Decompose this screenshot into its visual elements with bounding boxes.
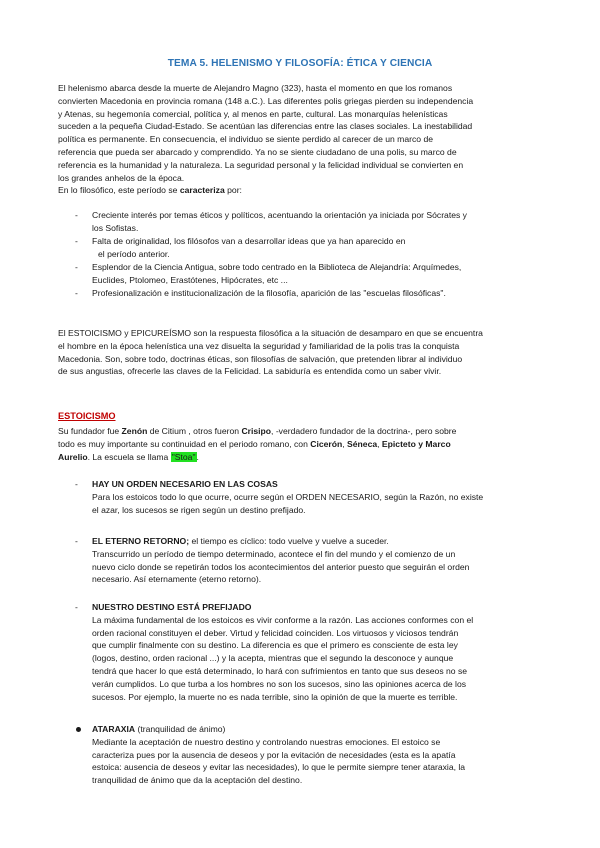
intro-paragraph [58,82,544,197]
doctrine-line: Transcurrido un período de tiempo determinado, acontece el fin del mundo y el comienzo de un [92,548,456,559]
doctrine-heading-rest: el tiempo es cíclico: todo vuelve y vuelve a suceder. [189,536,389,546]
doctrine-line: caracteriza pues por la ausencia de deseos y por la evitación de necesidades (esta es la apatía [92,749,456,760]
paragraph-line: El ESTOICISMO y EPICUREÍSMO son la respuesta filosófica a la situación de desamparo en que se encuentra [58,328,483,338]
paragraph-line: de sus angustias, ofrecerle las claves de la Felicidad. La sabiduría es entendida como un saber vivir. [58,366,442,377]
doctrine-heading-text: HAY UN ORDEN NECESARIO EN LAS COSAS [92,479,278,489]
doctrine-line: que cumplir finalmente con su destino. La diferencia es que el primero es consciente de esta ley [92,640,458,651]
doctrine-body [92,548,544,586]
char-suffix: por: [224,185,242,196]
text-run: . [196,451,199,462]
doctrine-heading-rest: (tranquilidad de ánimo) [135,724,226,734]
doctrine-line: estoica: ausencia de deseos y evitar las necesidades), lo que le permite siempre tener ataraxia, la [92,762,466,773]
intro-line: referencia que pueda ser abarcado y comprendido. Ya no se siente ciudadano de una polis, su marco de [58,146,457,157]
dash-marker: - [75,262,78,272]
dash-marker: - [75,536,78,546]
doctrine-heading [92,535,544,548]
intro-line: referencia es la humanidad y la naturaleza. La seguridad personal y la felicidad individual se convierten en [58,159,464,170]
list-item-line: Esplendor de la Ciencia Antigua, sobre todo centrado en la Biblioteca de Alejandría: Arquímedes, [92,262,462,272]
stoa-highlight: "Stoa" [171,451,196,462]
list-item-line: Falta de originalidad, los filósofos van a desarrollar ideas que ya han aparecido en [92,236,406,246]
text-run: , [377,438,382,449]
bullet-dot-icon [76,727,81,732]
doctrine-line: tranquilidad de ánimo que da la aceptación del destino. [92,775,303,786]
doctrine-body [92,614,544,704]
list-item-line: los Sofistas. [92,222,139,233]
doctrine-heading-text: ATARAXIA [92,724,136,734]
intro-line: convierten Macedonia en provincia romana (148 a.C.). Las diferentes polis griegas pierden su independencia [58,95,474,106]
intro-line: política es permanente. En consecuencia, el individuo se siente perdido al carecer de un marco de [58,134,434,145]
doctrine-heading-text: NUESTRO DESTINO ESTÁ PREFIJADO [92,602,252,612]
doctrine-line: tendrá que hacer lo que está determinado, lo hará con sufrimientos en tanto que sus deseos no se [92,665,468,676]
name-crisipo: Crisipo [241,426,272,436]
paragraph-line: Macedonia. Son, sobre todo, doctrinas éticas, son filosofías de salvación, que pretenden librar al individuo [58,353,463,364]
second-paragraph [58,327,544,378]
dash-marker: - [75,210,78,220]
text-run: , [342,438,348,449]
estoicismo-line-3 [58,451,544,464]
doctrine-line: nuevo ciclo donde se repetirán todos los acontecimientos del anterior puesto que seguirán el orden [92,561,470,572]
name-ciceron: Cicerón [310,438,343,449]
dash-marker: - [75,602,78,612]
intro-line: y Atenas, su hegemonía comercial, política y, al menos en parte, cultural. Las monarquías helenísticas [58,108,448,119]
doctrine-line: Para los estoicos todo lo que ocurre, ocurre según el ORDEN NECESARIO, según la Razón, no existe [92,491,484,502]
doctrine-body [92,491,544,517]
text-run: Su fundador fue [58,426,122,436]
name-aurelio: Aurelio [58,451,88,462]
text-run: de Citium , otros fueron [147,426,242,436]
text-run: , -verdadero fundador de la doctrina-, pero sobre [271,426,457,436]
doctrine-line: orden racional constituyen el deber. Virtud y felicidad coinciden. Los virtuosos y viciosos tendrán [92,627,459,638]
char-prefix: En lo filosófico, este período se [58,185,180,196]
list-item-line: Profesionalización e institucionalización de la filosofía, aparición de las "escuelas filosóficas". [92,288,446,298]
intro-line: suceden a la pequeña Ciudad-Estado. Se acentúan las diferencias entre las clases sociales. La inestabilidad [58,121,473,132]
doctrine-heading [92,478,544,491]
name-seneca: Séneca [347,438,378,449]
list-item-line: Euclides, Ptolomeo, Erastótenes, Hipócrates, etc ... [92,274,288,285]
name-epicteto-marco: Epicteto y Marco [381,438,451,449]
name-zenon: Zenón [121,426,148,436]
doctrine-heading [92,723,544,736]
doctrine-body [92,736,544,787]
dash-marker: - [75,479,78,489]
intro-line: los grandes anhelos de la época. [58,172,185,183]
doctrine-line: verán cumplidos. Lo que turba a los hombres no son los sucesos, sino las opiniones acerca de los [92,678,467,689]
doctrine-line: el azar, los sucesos se rigen según un destino prefijado. [92,504,306,515]
intro-line: El helenismo abarca desde la muerte de Alejandro Magno (323), hasta el momento en que los romanos [58,83,453,93]
doctrine-line: La máxima fundamental de los estoicos es vivir conforme a la razón. Las acciones conformes con el [92,614,474,625]
section-heading-estoicismo: ESTOICISMO [58,411,116,421]
doctrine-heading [92,601,544,614]
estoicismo-intro [58,425,544,463]
dash-marker: - [75,236,78,246]
page-title: TEMA 5. HELENISMO Y FILOSOFÍA: ÉTICA Y CIENCIA [167,58,433,69]
estoicismo-line-2 [58,438,544,451]
doctrine-line: necesario. Así eternamente (eterno retorno). [92,574,262,585]
list-item-line: Creciente interés por temas éticos y políticos, acentuando la orientación ya iniciada por Sócrates y [92,210,467,220]
doctrine-line: Mediante la aceptación de nuestro destino y controlando nuestras emociones. El estoico se [92,736,441,747]
intro-characteristics-line [58,184,544,197]
estoicismo-line-1 [58,425,544,438]
doctrine-line: (logos, destino, orden racional ...) y la acepta, mientras que el segundo la desconoce y aunque [92,653,454,664]
text-run: todo es muy importante su continuidad en el periodo romano, con [58,438,311,449]
char-bold: caracteriza [179,185,225,196]
doctrine-heading-text: EL ETERNO RETORNO; [92,536,190,546]
dash-marker: - [75,288,78,298]
paragraph-line: el hombre en la época helenística una vez disuelta la seguridad y familiaridad de la polis tras la conquista [58,340,460,351]
list-item-line: el período anterior. [98,248,170,259]
text-run: . La escuela se llama [87,451,171,462]
doctrine-line: sucesos. Por ejemplo, la muerte no es nada terrible, sino la opinión de que la muerte es terrible. [92,691,458,702]
